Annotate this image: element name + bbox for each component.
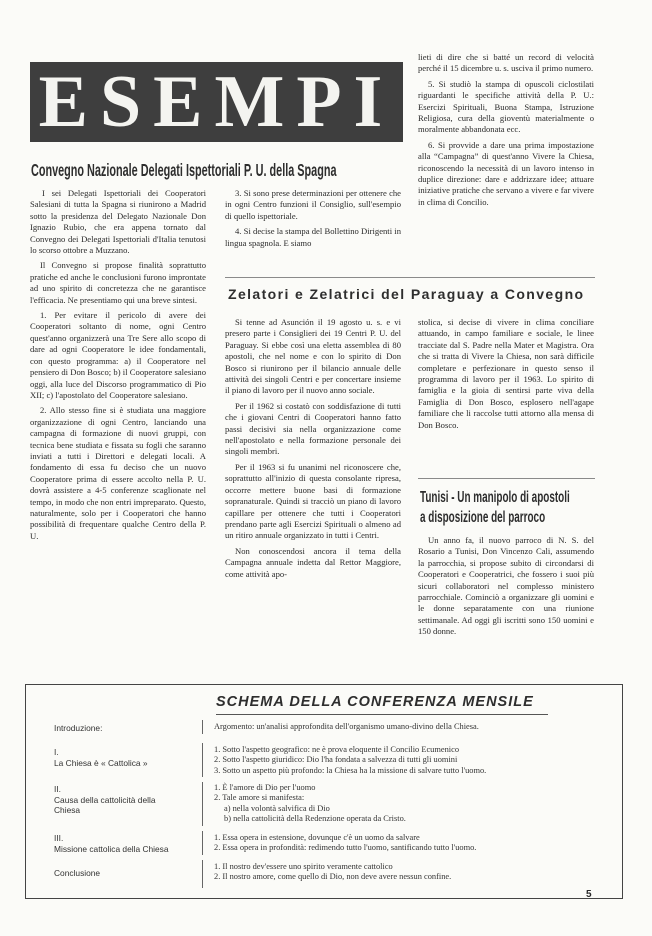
convegno-paragraph: 2. Allo stesso fine si è studiata una maggiore organizzazione di ogni Centro, lanciando una campagna di formazione di nuovi gruppi, con tecnica bene studiata e fissata su fogli che saranno inviati a tutti i Direttori e delegati locali. A fondamento di essa fu deciso che un nuovo Cooperatore prima di essere accolto nella P. U. dovrà assistere a 4-5 conferenze scaglionate nel tempo, in modo che non entri impreparato. Questo, naturalmente, solo per i Cooperatori che hanno possibilità di frequentare qualche Centro della P. U. [30, 405, 206, 541]
schema-bracket [202, 720, 203, 734]
tunisi-column [418, 535, 594, 642]
section-divider [225, 277, 595, 278]
paraguay-paragraph: Per il 1962 si costatò con soddisfazione di tutti che i giovani Centri di Cooperatori hanno fatto passi decisivi sia nella organizzazione come nell'apostolato e nella formazione personale dei singoli membri. [225, 400, 401, 457]
convegno-paragraph: 3. Si sono prese determinazioni per ottenere che in ogni Centro funzioni il Consiglio, sull'esempio di quello ispettoriale. [225, 188, 401, 221]
schema-row-label: II. Causa della cattolicità della Chiesa [54, 784, 156, 815]
masthead-banner: ESEMPI [30, 62, 403, 142]
convegno-column-3 [418, 52, 594, 212]
tunisi-heading-line-1: Tunisi - Un manipolo di apostoli [420, 489, 570, 506]
tunisi-heading-line-2: a disposizione del parroco [420, 509, 546, 526]
paraguay-paragraph: stolica, si decise di vivere in clima conciliare attuando, in campo familiare e sociale, le linee tracciate dal S. Padre nella Mater et Magistra. Ora che si tratta di Vivere la Chiesa, non sarà difficile completare e perfezionare in questo senso il programma di lavoro per il 1963. Lo spirito di famiglia e la gioia di sentirsi parte viva della Famiglia di Don Bosco, esplosero nell'agape familiare che li raccolse tutti attorno alla mensa di Don Bosco. [418, 317, 594, 430]
convegno-paragraph: Il Convegno si propose finalità soprattutto pratiche ed anche le conclusioni furono improntate ad uno spirito di concretezza che ne garantisce l'efficacia. Ne presentiamo qui una breve sintesi. [30, 260, 206, 305]
schema-row-items: 1. È l'amore di Dio per l'uomo 2. Tale amore si manifesta: a) nella volontà salvifica di Dio b) nella cattolicità della Redenzione operata da Cristo. [214, 783, 406, 823]
tunisi-paragraph: Un anno fa, il nuovo parroco di N. S. del Rosario a Tunisi, Don Vincenzo Cali, assumendo la parrocchia, si propose subito di circondarsi di Cooperatori e Cooperatrici, che fossero i suoi più sicuri collaboratori nel complesso ministero parrocchiale. Cominciò a organizzare gli uomini e le donne separatamente con una riunione settimanale. Ad oggi gli iscritti sono 150 uomini e 150 donne. [418, 535, 594, 637]
convegno-paragraph: lieti di dire che si batté un record di velocità perché il 15 dicembre u. s. usciva il primo numero. [418, 52, 594, 74]
convegno-paragraph: 6. Si provvide a dare una prima impostazione alla “Campagna” di quest'anno Vivere la Chiesa, riconoscendo la necessità di un lavoro intenso in duplice direzione: dare e addrizzare idee; attuare iniziative pratiche che servano a vivere e far vivere in clima di Concilio. [418, 139, 594, 207]
schema-bracket [202, 743, 203, 777]
paraguay-paragraph: Non conoscendosi ancora il tema della Campagna annuale indetta dal Rettor Maggiore, come attività apo- [225, 545, 401, 579]
convegno-column-1 [30, 188, 206, 546]
paraguay-paragraph: Per il 1963 si fu unanimi nel riconoscere che, soprattutto all'inizio di questa consolante ripresa, occorre mettere buone basi di formazione sopranaturale. Quindi si tracciò un piano di lavoro capillare per ottenere che tutti i Cooperatori prendano parte agli Esercizi Spirituali o almeno ad un ritiro annuale organizzato in tutti i Centri. [225, 461, 401, 541]
schema-row-label: Conclusione [54, 868, 101, 878]
convegno-paragraph: 1. Per evitare il pericolo di avere dei Cooperatori soltanto di nome, ogni Centro quest'anno organizzerà una Tre Sere allo scopo di dare ad ogni Cooperatore le idee fondamentali, con questo programma: a) il Cooperatore nel pensiero di Don Bosco; b) il Cooperatore salesiano oggi, alla luce del Discorso programmatico di Pio XII; c) l'apostolato del Cooperatore salesiano. [30, 310, 206, 400]
schema-bracket [202, 831, 203, 855]
schema-row-items: 1. Sotto l'aspetto geografico: ne è prova eloquente il Concilio Ecumenico 2. Sotto l'aspetto giuridico: Dio l'ha fondata a salvezza di tutti gli uomini 3. Sotto un aspetto più profondo: la Chiesa ha la missione di salvare tutto l'uomo. [214, 745, 487, 775]
paraguay-column-1 [225, 317, 401, 584]
convegno-column-2 [225, 188, 401, 253]
schema-box [25, 684, 623, 899]
schema-row-label: I. La Chiesa è « Cattolica » [54, 747, 148, 768]
convegno-paragraph: 4. Si decise la stampa del Bollettino Dirigenti in lingua spagnola. E siamo [225, 226, 401, 248]
schema-bracket [202, 860, 203, 888]
page-number: 5 [586, 889, 592, 900]
schema-row-items: 1. Il nostro dev'essere uno spirito veramente cattolico 2. Il nostro amore, come quello di Dio, non deve avere nessun confine. [214, 862, 452, 882]
schema-row-items: 1. Essa opera in estensione, dovunque c'è un uomo da salvare 2. Essa opera in profondità: redimendo tutto l'uomo, santificando tutto l'uomo. [214, 833, 477, 853]
section-divider [418, 478, 595, 479]
schema-row-items: Argomento: un'analisi approfondita dell'organismo umano-divino della Chiesa. [214, 722, 479, 731]
schema-title-underline [216, 714, 548, 715]
schema-row-label: III. Missione cattolica della Chiesa [54, 833, 169, 854]
schema-row-label: Introduzione: [54, 723, 103, 733]
convegno-paragraph: I sei Delegati Ispettoriali dei Cooperatori Salesiani di tutta la Spagna si riunirono a Madrid sotto la presidenza del Delegato Nazionale Don Ignazio Rubio, che era appena tornato dal Convegno dei Delegati Ispettoriali d'Italia tenutosi lo scorso ottobre a Muzzano. [30, 188, 206, 256]
convegno-paragraph: 5. Si studiò la stampa di opuscoli ciclostilati riguardanti le specifiche attività della P. U.: Esercizi Spirituali, Buona Stampa, Istruzione Religiosa, cura della gioventù materialmente o moralmente abbandonata ecc. [418, 78, 594, 135]
convegno-heading: Convegno Nazionale Delegati Ispettoriali P. U. della Spagna [31, 160, 337, 180]
schema-bracket [202, 782, 203, 826]
schema-title: SCHEMA DELLA CONFERENZA MENSILE [216, 694, 534, 710]
paraguay-heading: Zelatori e Zelatrici del Paraguay a Convegno [228, 286, 585, 302]
paraguay-paragraph: Si tenne ad Asunción il 19 agosto u. s. e vi presero parte i Consiglieri dei 19 Centri P. U. del Paraguay. Si ebbe così una eletta assemblea di 80 apostoli, che nel nome e con lo spirito di Don Bosco si riunirono per il bilancio annuale delle attività dei singoli Centri e per concertare insieme il piano di lavoro per il nuovo anno sociale. [225, 317, 401, 396]
paraguay-column-2 [418, 317, 594, 435]
